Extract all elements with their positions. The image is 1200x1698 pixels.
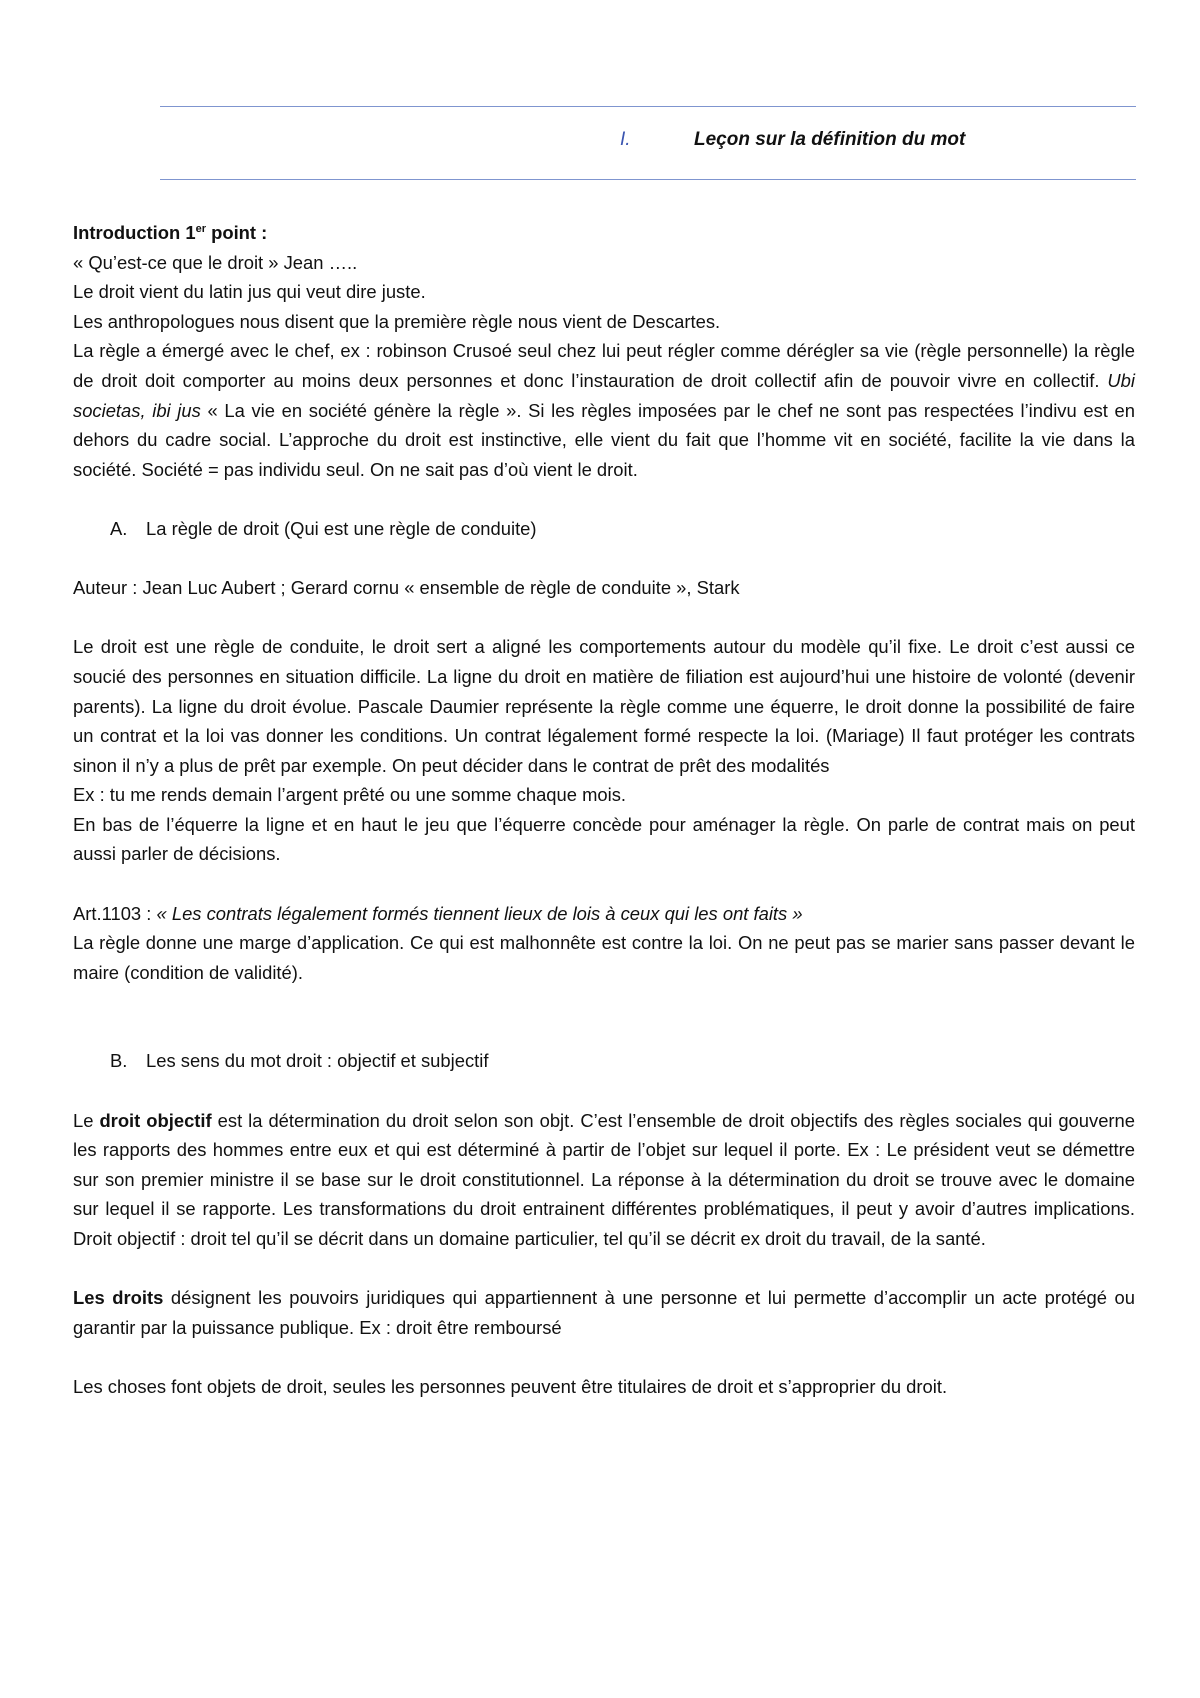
article-quote: « Les contrats légalement formés tiennent lieux de lois à ceux qui les ont faits » <box>156 902 803 924</box>
article-citation <box>73 899 1135 929</box>
document-body <box>73 218 1135 1402</box>
section-a-example: Ex : tu me rends demain l’argent prêté ou une somme chaque mois. <box>73 784 627 806</box>
intro-title-rest: point : <box>206 222 268 243</box>
intro-paragraph <box>73 336 1135 484</box>
section-b-title: Les sens du mot droit : objectif et subjectif <box>146 1050 489 1072</box>
intro-para-start: La règle a émergé avec le chef, ex : robinson Crusoé seul chez lui peut régler comme dérégler sa vie (règle personnelle) la règle de droit doit comporter au moins deux personnes et donc l’instauration de droit collectif afin de pouvoir vivre en collectif. <box>73 340 1135 391</box>
heading-number: I. <box>620 129 631 150</box>
section-a-paragraph-2: En bas de l’équerre la ligne et en haut le jeu que l’équerre concède pour aménager la règle. On parle de contrat mais on peut aussi parler de décisions. <box>73 813 1135 865</box>
p1-start: Le <box>73 1109 100 1131</box>
intro-line: « Qu’est-ce que le droit » Jean ….. <box>73 251 358 273</box>
intro-line: Le droit vient du latin jus qui veut dire juste. <box>73 281 426 303</box>
intro-line: Les anthropologues nous disent que la première règle nous vient de Descartes. <box>73 310 721 332</box>
section-a-paragraph-1: Le droit est une règle de conduite, le droit sert a aligné les comportements autour du modèle qu’il fixe. Le droit c’est aussi ce soucié des personnes en situation difficile. La ligne du droit en matière de filiation est aujourd’hui une histoire de volonté (devenir parents). La ligne du droit évolue. Pascale Daumier représente la règle comme une équerre, le droit donne la possibilité de faire un contrat et la loi vas donner les conditions. Un contrat légalement formé respecte la loi. (Mariage) Il faut protéger les contrats sinon il n’y a plus de prêt par exemple. On peut décider dans le contrat de prêt des modalités <box>73 636 1135 776</box>
p2-end: désignent les pouvoirs juridiques qui appartiennent à une personne et lui permette d’accomplir un acte protégé ou garantir par la puissance publique. Ex : droit être remboursé <box>73 1287 1136 1338</box>
p2-bold-term: Les droits <box>73 1287 164 1309</box>
section-b-paragraph-3: Les choses font objets de droit, seules les personnes peuvent être titulaires de droit et s’approprier du droit. <box>73 1375 948 1397</box>
section-b-letter: B. <box>110 1050 128 1072</box>
intro-para-latin: Ubi societas, ibi jus <box>73 369 1135 421</box>
intro-title <box>73 218 1135 248</box>
heading-box <box>160 106 1136 180</box>
p1-bold-term: droit objectif <box>99 1109 212 1131</box>
section-a-heading <box>73 514 1135 544</box>
p1-end: est la détermination du droit selon son objt. C’est l’ensemble de droit objectifs des règles sociales qui gouverne les rapports des hommes entre eux et qui est déterminé à partir de l’objet sur lequel il porte. Ex : Le président veut se démettre sur son premier ministre il se base sur le droit constitutionnel. La réponse à la détermination du droit se trouve avec le domaine sur lequel il se rapporte. Les transformations du droit entrainent différentes problématiques, il peut y avoir d’autres implications. Droit objectif : droit tel qu’il se décrit dans un domaine particulier, tel qu’il se décrit ex droit du travail, de la santé. <box>73 1109 1136 1249</box>
intro-title-sup: er <box>195 222 206 235</box>
section-b-paragraph-2 <box>73 1283 1135 1342</box>
intro-title-main: Introduction 1 <box>73 222 196 243</box>
article-label: Art.1103 : <box>73 902 157 924</box>
section-a-paragraph-3: La règle donne une marge d’application. Ce qui est malhonnête est contre la loi. On ne peut pas se marier sans passer devant le maire (condition de validité). <box>73 932 1135 983</box>
section-a-title: La règle de droit (Qui est une règle de conduite) <box>146 517 537 539</box>
section-b-paragraph-1 <box>73 1106 1135 1254</box>
heading-title: Leçon sur la définition du mot <box>694 129 966 150</box>
section-a-authors: Auteur : Jean Luc Aubert ; Gerard cornu « ensemble de règle de conduite », Stark <box>73 577 740 599</box>
section-a-letter: A. <box>110 517 128 539</box>
section-b-heading <box>73 1046 1135 1076</box>
intro-para-end: « La vie en société génère la règle ». Si les règles imposées par le chef ne sont pas respectées l’indivu est en dehors du cadre social. L’approche du droit est instinctive, elle vient du fait que l’homme vit en société, facilite la vie dans la société. Société = pas individu seul. On ne sait pas d’où vient le droit. <box>73 399 1136 480</box>
